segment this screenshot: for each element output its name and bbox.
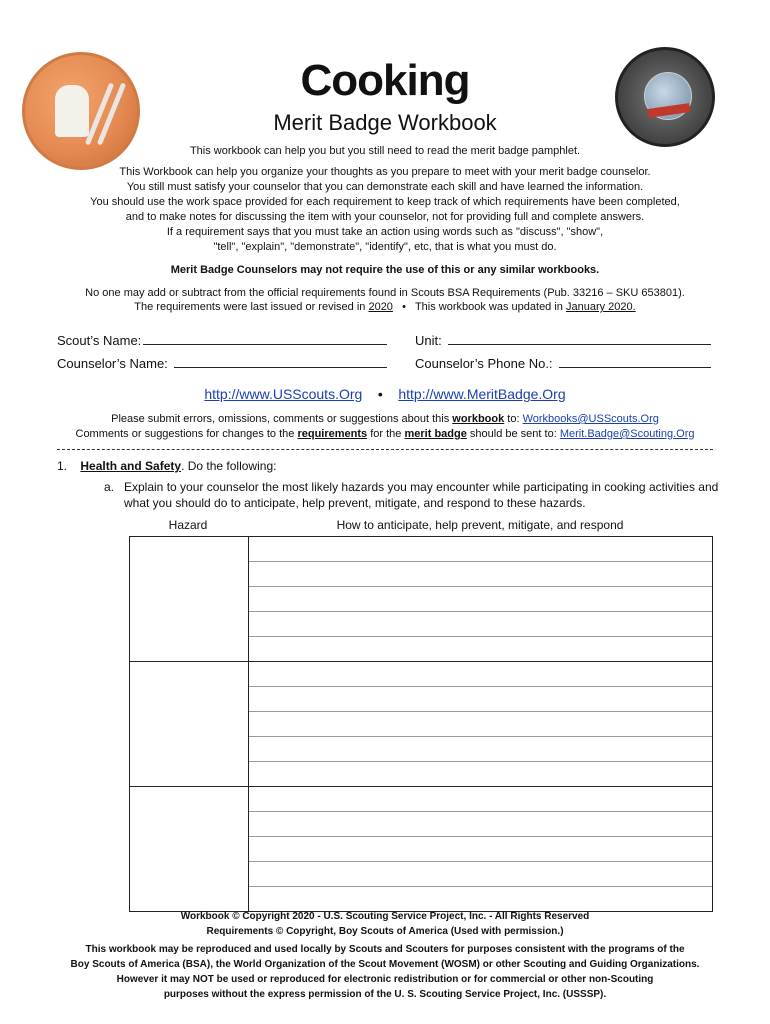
counselor-phone-input[interactable] xyxy=(559,356,711,368)
hazard-column-header: Hazard xyxy=(168,518,208,532)
submit-emphasis: workbook xyxy=(452,413,505,425)
revised-year: 2020 xyxy=(368,301,393,313)
footer-usage-line: Boy Scouts of America (BSA), the World Organization of the Scout Movement (WOSM) or other Scouting and Guiding Organizations. xyxy=(70,959,700,970)
intro-para-line: You should use the work space provided for each requirement to keep track of which requirements have been completed, xyxy=(90,196,680,208)
bullet: • xyxy=(377,386,383,402)
response-cell[interactable] xyxy=(249,787,713,912)
updated-date: January 2020. xyxy=(565,301,636,313)
footer-copyright-workbook: Workbook © Copyright 2020 - U.S. Scouting Service Project, Inc. - All Rights Reserved xyxy=(180,911,590,922)
sub-letter: a. xyxy=(104,480,115,494)
submit-text: should be sent to: xyxy=(469,428,557,440)
counselor-name-field[interactable] xyxy=(57,356,387,371)
intro-para-line: "tell", "explain", "demonstrate", "identify", etc, that is what you must do. xyxy=(213,241,557,253)
submit-text: for the xyxy=(370,428,402,440)
footer-copyright-requirements: Requirements © Copyright, Boy Scouts of America (Used with permission.) xyxy=(206,926,564,937)
intro-para-line: This Workbook can help you organize your thoughts as you prepare to meet with your merit badge counselor. xyxy=(119,166,651,178)
intro-para-line: You still must satisfy your counselor that you can demonstrate each skill and have learned the information. xyxy=(126,181,644,193)
section-divider xyxy=(57,449,713,450)
response-column-header: How to anticipate, help prevent, mitigate, and respond xyxy=(336,518,624,532)
table-row xyxy=(130,662,713,787)
scout-name-input[interactable] xyxy=(143,333,387,345)
unit-input[interactable] xyxy=(448,333,711,345)
meritbadge-email-link[interactable]: Merit.Badge@Scouting.Org xyxy=(559,428,695,440)
revision-line xyxy=(0,300,770,315)
official-requirements-line: No one may add or subtract from the official requirements found in Scouts BSA Requirements (Pub. 33216 – SKU 653801). xyxy=(85,287,685,299)
submit-errors-line xyxy=(0,412,770,427)
requirement-number: 1. xyxy=(57,459,68,473)
requirement-1a xyxy=(104,479,718,511)
scout-name-field[interactable] xyxy=(57,333,387,348)
submit-text: Please submit errors, omissions, comments or suggestions about this xyxy=(111,413,450,425)
sub-text: Explain to your counselor the most likely hazards you may encounter while participating in cooking activities and xyxy=(124,480,719,494)
submit-text: Comments or suggestions for changes to the xyxy=(75,428,295,440)
scout-name-label: Scout’s Name: xyxy=(57,333,142,348)
counselor-notice: Merit Badge Counselors may not require the use of this or any similar workbooks. xyxy=(170,264,600,276)
intro-line: This workbook can help you but you still need to read the merit badge pamphlet. xyxy=(189,145,581,157)
submit-emphasis: merit badge xyxy=(404,428,467,440)
unit-label: Unit: xyxy=(415,333,442,348)
response-cell[interactable] xyxy=(249,662,713,787)
intro-para-line: If a requirement says that you must take an action using words such as "discuss", "show", xyxy=(166,226,604,238)
page-title: Cooking xyxy=(300,56,470,105)
hazard-table xyxy=(129,536,713,912)
revised-prefix: The requirements were last issued or revised in xyxy=(134,301,366,313)
meritbadge-link[interactable]: http://www.MeritBadge.Org xyxy=(398,386,566,402)
table-row xyxy=(130,787,713,912)
footer-usage-line: purposes without the express permission of the U. S. Scouting Service Project, Inc. (USSSP). xyxy=(163,989,607,1000)
hazard-cell[interactable] xyxy=(130,537,249,662)
response-cell[interactable] xyxy=(249,537,713,662)
sub-text: what you should do to anticipate, help prevent, mitigate, and respond to these hazards. xyxy=(124,496,586,510)
page-subtitle: Merit Badge Workbook xyxy=(273,110,497,135)
submit-changes-line xyxy=(0,427,770,442)
bullet: • xyxy=(402,301,406,313)
intro-paragraph xyxy=(0,165,770,255)
requirement-heading: Health and Safety xyxy=(80,459,182,473)
workbooks-email-link[interactable]: Workbooks@USScouts.Org xyxy=(522,413,659,425)
requirement-heading-suffix: . Do the following: xyxy=(181,459,277,473)
table-row xyxy=(130,537,713,662)
unit-field[interactable] xyxy=(415,333,711,348)
updated-prefix: This workbook was updated in xyxy=(414,301,563,313)
submit-emphasis: requirements xyxy=(297,428,368,440)
intro-para-line: and to make notes for discussing the item with your counselor, not for providing full and complete answers. xyxy=(125,211,645,223)
requirement-1 xyxy=(57,459,276,473)
counselor-phone-label: Counselor’s Phone No.: xyxy=(415,356,553,371)
website-links xyxy=(0,386,770,402)
counselor-name-input[interactable] xyxy=(174,356,387,368)
footer-usage-line: This workbook may be reproduced and used locally by Scouts and Scouters for purposes consistent with the programs of the xyxy=(85,944,685,955)
usscouts-link[interactable]: http://www.USScouts.Org xyxy=(204,386,363,402)
counselor-name-label: Counselor’s Name: xyxy=(57,356,168,371)
footer-usage-line: However it may NOT be used or reproduced for electronic redistribution or for commercial or other non-Scouting xyxy=(116,974,654,985)
hazard-cell[interactable] xyxy=(130,662,249,787)
counselor-phone-field[interactable] xyxy=(415,356,711,371)
hazard-cell[interactable] xyxy=(130,787,249,912)
submit-text: to: xyxy=(507,413,520,425)
